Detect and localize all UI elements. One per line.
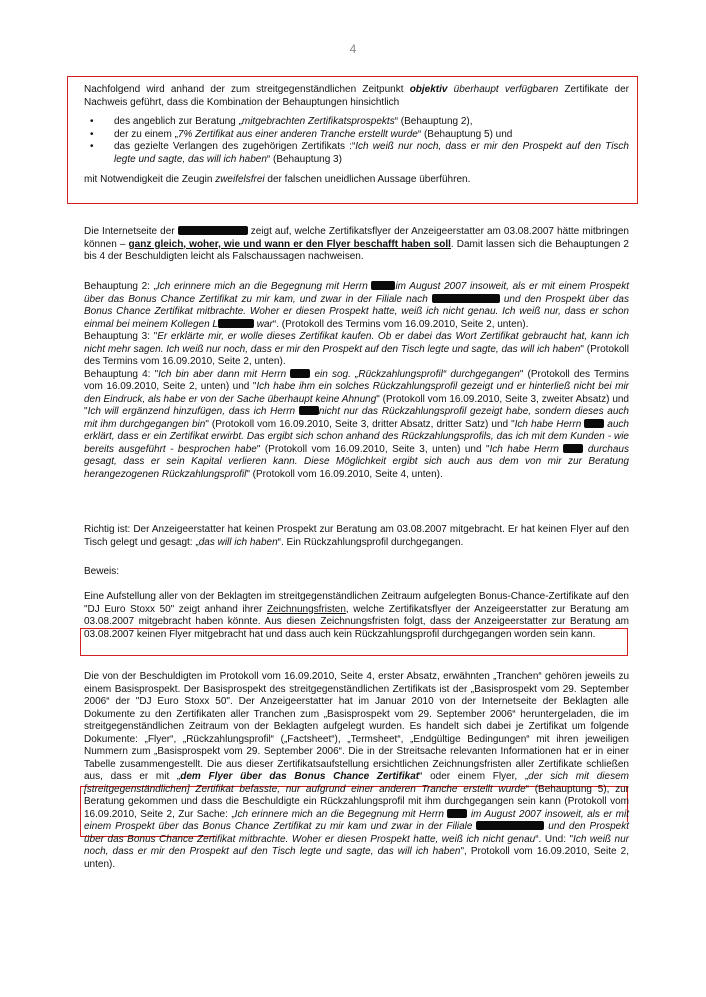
paragraph-claims	[84, 281, 629, 481]
claim-2: Behauptung 2: „Ich erinnere mich an die Begegnung mit Herrn im August 2007 insoweit, als er mit einem Prospekt über das Bonus Chance Zertifikat zu mir kam, und zwar in der Filiale nach und den Prospekt über das Bonus Chance Zertifikat mitbrachte. Woher er diesen Prospekt hatte, weiß ich nicht genau. Ich weiß nur, dass er schon einmal bei meinem Kollegen L war“. (Protokoll des Termins vom 16.09.2010, Seite 2, unten).	[84, 281, 629, 330]
redaction-bar	[290, 369, 310, 378]
framed-intro: Nachfolgend wird anhand der zum streitgegenständlichen Zeitpunkt objektiv überhaupt verfügbaren Zertifikate der Nachweis geführt, dass die Kombination der Behauptungen hinsichtlich	[84, 84, 629, 108]
list-item: • des angeblich zur Beratung „mitgebrachten Zertifikatsprospekts“ (Behauptung 2),	[84, 116, 629, 129]
paragraph-tranchen: Die von der Beschuldigten im Protokoll vom 16.09.2010, Seite 4, erster Absatz, erwähnten „Tranchen“ gehören jeweils zu einem Basisprospekt. Der Basisprospekt des streitgegenständlichen Zertifikats ist der „Basisprospekt vom 29. September 2006“ der "DJ Euro Stoxx 50". Der Anzeigeerstatter hat im Januar 2010 von der Internetseite der Beklagten alle Dokumente zu den Zertifikaten aller Tranchen zum „Basisprospekt vom 29. September 2006“ heruntergeladen, die im streitgegenständlichen Zeitraum von der Beklagten aufgelegt wurden. Es handelt sich dabei je Zertifikat um folgende Dokumente: „Flyer“, „Rückzahlungsprofil“ („Factsheet“), „Termsheet“, „Endgültige Bedingungen“ mit ihren jeweiligen Nummern zum „Basisprospekt vom 29. September 2006“. Die in der Streitsache relevanten Informationen hat er in einer Tabelle zusammengestellt. Die aus dieser Zertifikatsaufstellung ersichtlichen Zeichnungsfristen aller Zertifikate schließen aus, dass er mit „dem Flyer über das Bonus Chance Zertifikat“ oder einem Flyer, „der sich mit diesem [streitgegenständlichen] Zertifikat befasste, nur aufgrund einer anderen Tranche erstellt wurde“ (Behauptung 5), zur Beratung gekommen und dass die Beschuldigte ein Rückzahlungsprofil mit ihm durchgegangen sein kann (Protokoll vom 16.09.2010, Seite 2, Zur Sache: „Ich erinnere mich an die Begegnung mit Herrn im August 2007 insoweit, als er mit einem Prospekt über das Bonus Chance Zertifikat zu mir kam und zwar in der Filiale und den Prospekt über das Bonus Chance Zertifikat mitbrachte. Woher er diesen Prospekt hatte, weiß ich nicht genau“. Und: "Ich weiß nur noch, dass er mir den Prospekt auf den Tisch legte und sagte, das will ich haben", Protokoll vom 16.09.2010, Seite 2, unten).	[84, 671, 629, 870]
claim-4: Behauptung 4: "Ich bin aber dann mit Herrn ein sog. „Rückzahlungsprofil“ durchgegangen" (Protokoll des Termins vom 16.09.2010, Seite 2, unten) und "Ich habe ihm ein solches Rückzahlungsprofil gezeigt und er hinterließ nicht bei mir den Eindruck, als habe er von der Sache überhaupt keine Ahnung" (Protokoll vom 16.09.2010, Seite 3, zweiter Absatz) und "Ich will ergänzend hinzufügen, dass ich Herrn nicht nur das Rückzahlungsprofil gezeigt habe, sondern dieses auch mit ihm durchgegangen bin" (Protokoll vom 16.09.2010, Seite 3, dritter Absatz, dritter Satz) und "Ich habe Herrn auch erklärt, dass er ein Zertifikat erwirbt. Das ergibt sich schon anhand des Rückzahlungsprofils, das ich mit dem Kunden - wie bereits ausgeführt - besprochen habe" (Protokoll vom 16.09.2010, Seite 3, unten) und "Ich habe Herrn durchaus gesagt, dass er sein Kapital verlieren kann. Diese Möglichkeit ergibt sich auch aus dem von mir zur Beratung herangezogenen Rückzahlungsprofil" (Protokoll vom 16.09.2010, Seite 4, unten).	[84, 368, 630, 480]
framed-closing: mit Notwendigkeit die Zeugin zweifelsfrei der falschen uneidlichen Aussage überführen.	[84, 174, 471, 185]
paragraph-correct: Richtig ist: Der Anzeigeerstatter hat keinen Prospekt zur Beratung am 03.08.2007 mitgebracht. Er hat keinen Flyer auf den Tisch gelegt und gesagt: „das will ich haben“. Ein Rückzahlungsprofil durchgegangen.	[84, 524, 629, 548]
redaction-bar	[563, 444, 583, 453]
redaction-bar	[584, 419, 604, 428]
list-item: • das gezielte Verlangen des zugehörigen Zertifikats :“Ich weiß nur noch, dass er mir den Prospekt auf den Tisch legte und sagte, das will ich haben“ (Behauptung 3)	[84, 141, 629, 166]
framed-statement	[84, 84, 629, 187]
paragraph-website: Die Internetseite der zeigt auf, welche Zertifikatsflyer der Anzeigeerstatter am 03.08.2007 hätte mitbringen können – ganz gleich, woher, wie und wann er den Flyer beschafft haben soll. Damit lassen sich die Behauptungen 2 bis 4 der Beschuldigten leicht als Falschaussagen nachweisen.	[84, 226, 629, 262]
redaction-bar	[371, 281, 395, 290]
list-item: • der zu einem „7% Zertifikat aus einer anderen Tranche erstellt wurde“ (Behauptung 5) und	[84, 129, 629, 142]
paragraph-evidence: Eine Aufstellung aller von der Beklagten im streitgegenständlichen Zeitraum aufgelegten Bonus-Chance-Zertifikate auf den "DJ Euro Stoxx 50" zeigt anhand ihrer Zeichnungsfristen, welche Zertifikatsflyer der Anzeigeerstatter zur Beratung am 03.08.2007 mitgebracht haben könnte. Aus diesen Zeichnungsfristen folgt, dass der Anzeigeerstatter zur Beratung am 03.08.2007 keinen Flyer mitgebracht hat und dass auch kein Rückzahlungsprofil durchgegangen worden sein kann.	[84, 591, 629, 640]
redaction-bar	[178, 226, 248, 235]
redaction-bar	[218, 319, 254, 328]
redaction-bar	[476, 821, 544, 830]
claims-list	[84, 116, 629, 166]
heading-beweis: Beweis:	[84, 566, 120, 577]
redaction-bar	[432, 294, 500, 303]
claim-3: Behauptung 3: "Er erklärte mir, er wolle dieses Zertifikat kaufen. Ob er dabei das Wort Zertifikat gebraucht hat, kann ich nicht mehr sagen. Ich weiß nur noch, dass er mir den Prospekt auf den Tisch legte und sagte, das will ich haben" (Protokoll des Termins vom 16.09.2010, Seite 2, unten).	[84, 331, 630, 367]
redaction-bar	[299, 406, 319, 415]
highlight-frame-bottom-left	[80, 786, 81, 836]
redaction-bar	[447, 809, 467, 818]
page-number: 4	[349, 42, 357, 56]
